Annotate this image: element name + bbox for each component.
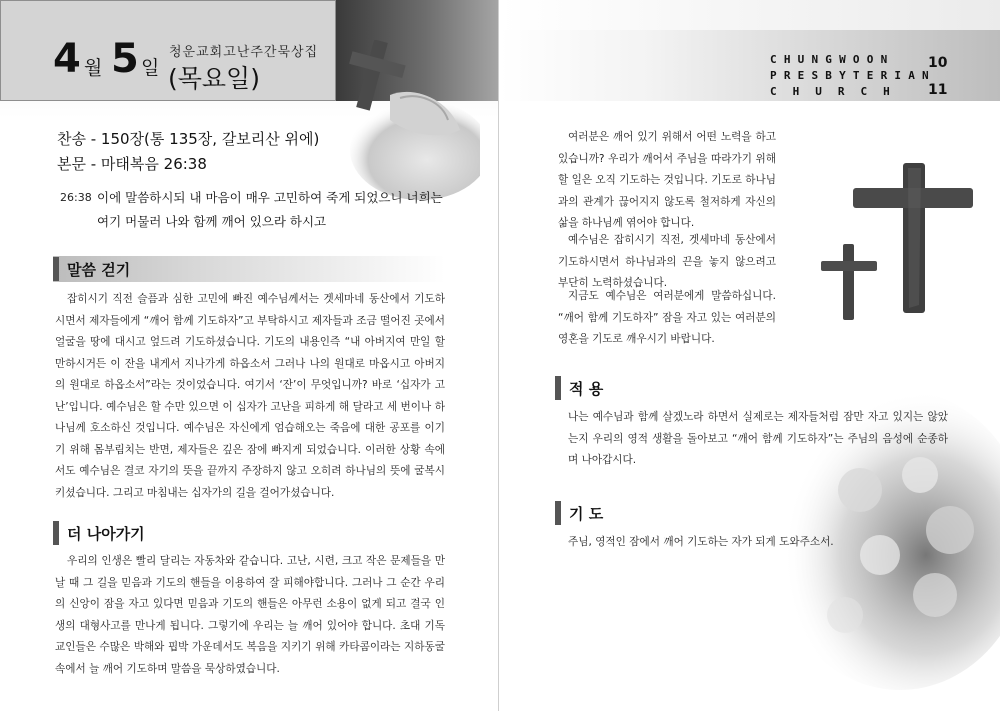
walk-paragraph: 잡히시기 직전 슬픔과 심한 고민에 빠진 예수님께서는 겟세마네 동산에서 기도하시면서 제자들에게 “깨어 함께 기도하자”고 부탁하시고 제자들과 조금 떨어진 곳에서 얼굴을 땅에 대시고 엎드려 기도하셨습니다. 기도의 내용인즉 “내 아버지여 만일 할 만하시거든 이 잔을 내게서 지나가게 하옵소서 그러나 나의 원대로 마옵시고 아버지의 원대로 하옵소서”라는 것이었습니다. 여기서 ‘잔’이 무엇입니까? 바로 ‘십자가 고난’입니다. 예수님은 할 수만 있으면 이 십자가 고난을 피하게 해 달라고 세 번이나 하나님께 호소하신 것입니다. 예수님은 자신에게 엄습해오는 죽음에 대한 공포를 이기기 위해 몸부림치는 반면, 제자들은 깊은 잠에 빠지게 되었습니다. 이러한 상황 속에서도 예수님은 결코 자기의 뜻을 끝까지 주장하지 않고 오히려 하나님의 뜻에 굴복시키셨습니다. 그리고 마침내는 십자가의 길을 걸어가셨습니다. bbox=[55, 293, 445, 499]
section-heading-further bbox=[53, 520, 145, 546]
day-number: 5 bbox=[111, 36, 139, 82]
heading-bar bbox=[53, 257, 59, 281]
heading-bar bbox=[555, 376, 561, 400]
weekday: (목요일) bbox=[168, 64, 260, 93]
right-paragraph-2: 예수님은 잡히시기 직전, 겟세마네 동산에서 기도하시면서 하나님과의 끈을 놓지 않으려고 부단히 노력하셨습니다. bbox=[558, 234, 776, 289]
section-title-apply: 적 용 bbox=[569, 379, 604, 398]
left-page bbox=[0, 0, 499, 711]
page-number-right: 11 bbox=[928, 82, 948, 98]
section-heading-apply bbox=[555, 375, 603, 401]
apply-paragraph: 나는 예수님과 함께 살겠노라 하면서 실제로는 제자들처럼 잠만 자고 있지는 않았는지 우리의 영적 생활을 돌아보고 “깨어 함께 기도하자”는 주님의 음성에 순종하며 나아갑시다. bbox=[568, 411, 948, 466]
date-box bbox=[0, 0, 336, 101]
scripture-line: 본문 - 마태복음 26:38 bbox=[57, 155, 207, 173]
cross-in-hand-image bbox=[330, 40, 480, 200]
church-name-line-1: CHUNGWOON bbox=[770, 53, 895, 66]
right-header-top bbox=[500, 0, 1000, 30]
prayer-paragraph: 주님, 영적인 잠에서 깨어 기도하는 자가 되게 도와주소서. bbox=[568, 536, 834, 548]
right-page bbox=[500, 0, 1000, 711]
section-heading-walk bbox=[53, 256, 130, 282]
page-number-left: 10 bbox=[928, 55, 948, 71]
verse-reference: 26:38 bbox=[60, 191, 92, 204]
heading-bar bbox=[555, 501, 561, 525]
section-title-further: 더 나아가기 bbox=[67, 524, 145, 543]
day-unit: 일 bbox=[141, 57, 160, 79]
verse-text: 이에 말씀하시되 내 마음이 매우 고민하여 죽게 되었으니 너희는 여기 머물러 나와 함께 깨어 있으라 하시고 bbox=[97, 190, 443, 229]
book-title: 청운교회고난주간묵상집 bbox=[169, 45, 319, 60]
section-title-walk: 말씀 걷기 bbox=[67, 260, 131, 279]
month-unit: 월 bbox=[84, 57, 103, 79]
right-paragraph-1: 여러분은 깨어 있기 위해서 어떤 노력을 하고 있습니까? 우리가 깨어서 주님을 따라가기 위해 할 일은 오직 기도하는 것입니다. 기도로 하나님과의 관계가 끊어지지 않도록 철저하게 자신의 삶을 하나님께 엮어야 합니다. bbox=[558, 131, 777, 229]
section-heading-prayer bbox=[555, 500, 603, 526]
further-paragraph: 우리의 인생은 빨리 달리는 자동차와 같습니다. 고난, 시련, 크고 작은 문제들을 만날 때 그 길을 믿음과 기도의 핸들을 이용하여 잘 피해야합니다. 그러나 그 순간 우리의 신앙이 잠을 자고 있다면 믿음과 기도의 핸들은 아무런 소용이 없게 되고 결국 인생의 대형사고를 만나게 됩니다. 그렇기에 우리는 늘 깨어 있어야 합니다. 초대 기독교인들은 수많은 박해와 핍박 가운데서도 복음을 지키기 위해 카타콤이라는 지하동굴 속에서 늘 깨어 기도하며 말씀을 묵상하였습니다. bbox=[55, 555, 445, 675]
church-name-line-3: CHURCH bbox=[770, 85, 906, 98]
hymn-line: 찬송 - 150장(통 135장, 갈보리산 위에) bbox=[57, 130, 320, 148]
wooden-crosses-image bbox=[813, 160, 978, 330]
month-number: 4 bbox=[53, 36, 81, 82]
right-paragraph-3: 지금도 예수님은 여러분에게 말씀하십니다. “깨어 함께 기도하자” 잠을 자고 있는 여러분의 영혼을 기도로 깨우시기 바랍니다. bbox=[558, 290, 776, 345]
section-title-prayer: 기 도 bbox=[569, 504, 604, 523]
heading-bar bbox=[53, 521, 59, 545]
church-name-line-2: PRESBYTERIAN bbox=[770, 69, 936, 82]
